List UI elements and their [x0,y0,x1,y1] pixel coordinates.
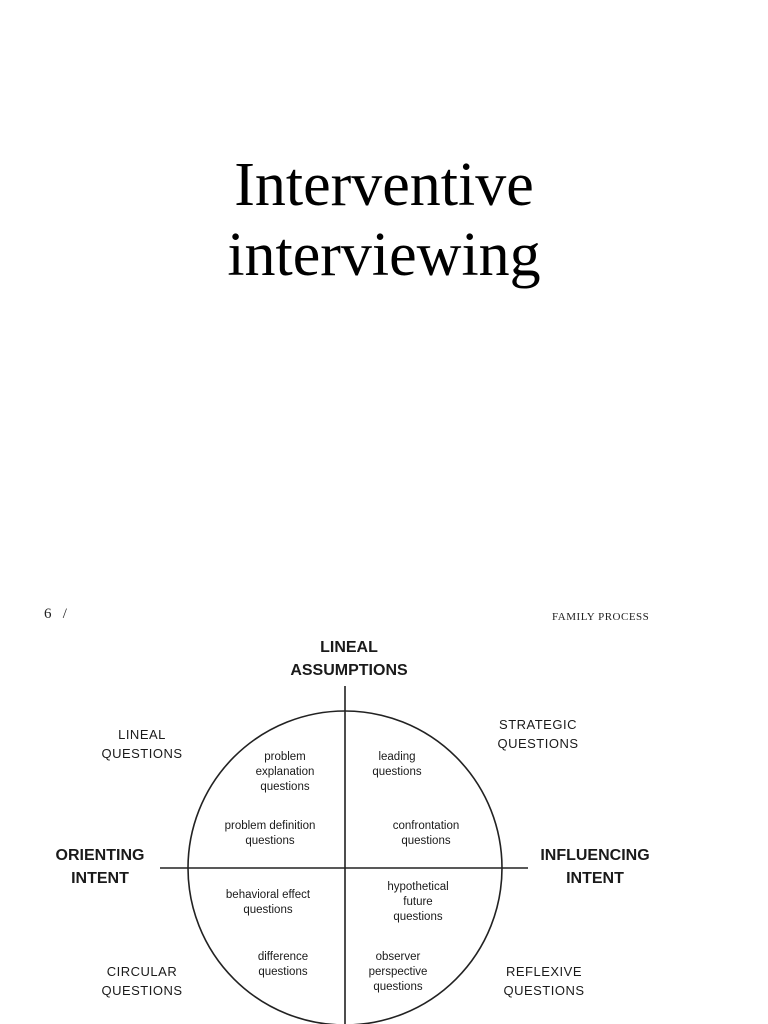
quadrant-item-difference: difference questions [257,951,309,978]
quadrant-item-problem-explanation: problem explanation questions [255,751,315,793]
journal-name: FAMILY PROCESS [552,611,650,623]
axis-label-left: ORIENTING INTENT [55,847,145,887]
axis-label-top: LINEAL ASSUMPTIONS [290,639,408,679]
quadrant-item-hypothetical-future: hypothetical future questions [387,881,449,923]
title-line-2: interviewing [227,221,541,289]
corner-label-strategic-questions: STRATEGIC QUESTIONS [497,717,579,751]
quadrant-item-observer-perspective: observer perspective questions [368,951,428,993]
quadrant-item-confrontation: confrontation questions [392,820,460,847]
quadrant-item-leading: leading questions [372,751,422,778]
quadrant-item-behavioral-effect: behavioral effect questions [225,889,311,916]
page-number: 6 / [44,606,67,622]
corner-label-reflexive-questions: REFLEXIVE QUESTIONS [503,964,585,998]
quadrant-item-problem-definition: problem definition questions [224,820,316,847]
corner-label-lineal-questions: LINEAL QUESTIONS [101,727,183,761]
corner-label-circular-questions: CIRCULAR QUESTIONS [101,964,183,998]
axis-label-right: INFLUENCING INTENT [540,847,650,887]
title-line-1: Interventive [234,151,534,219]
